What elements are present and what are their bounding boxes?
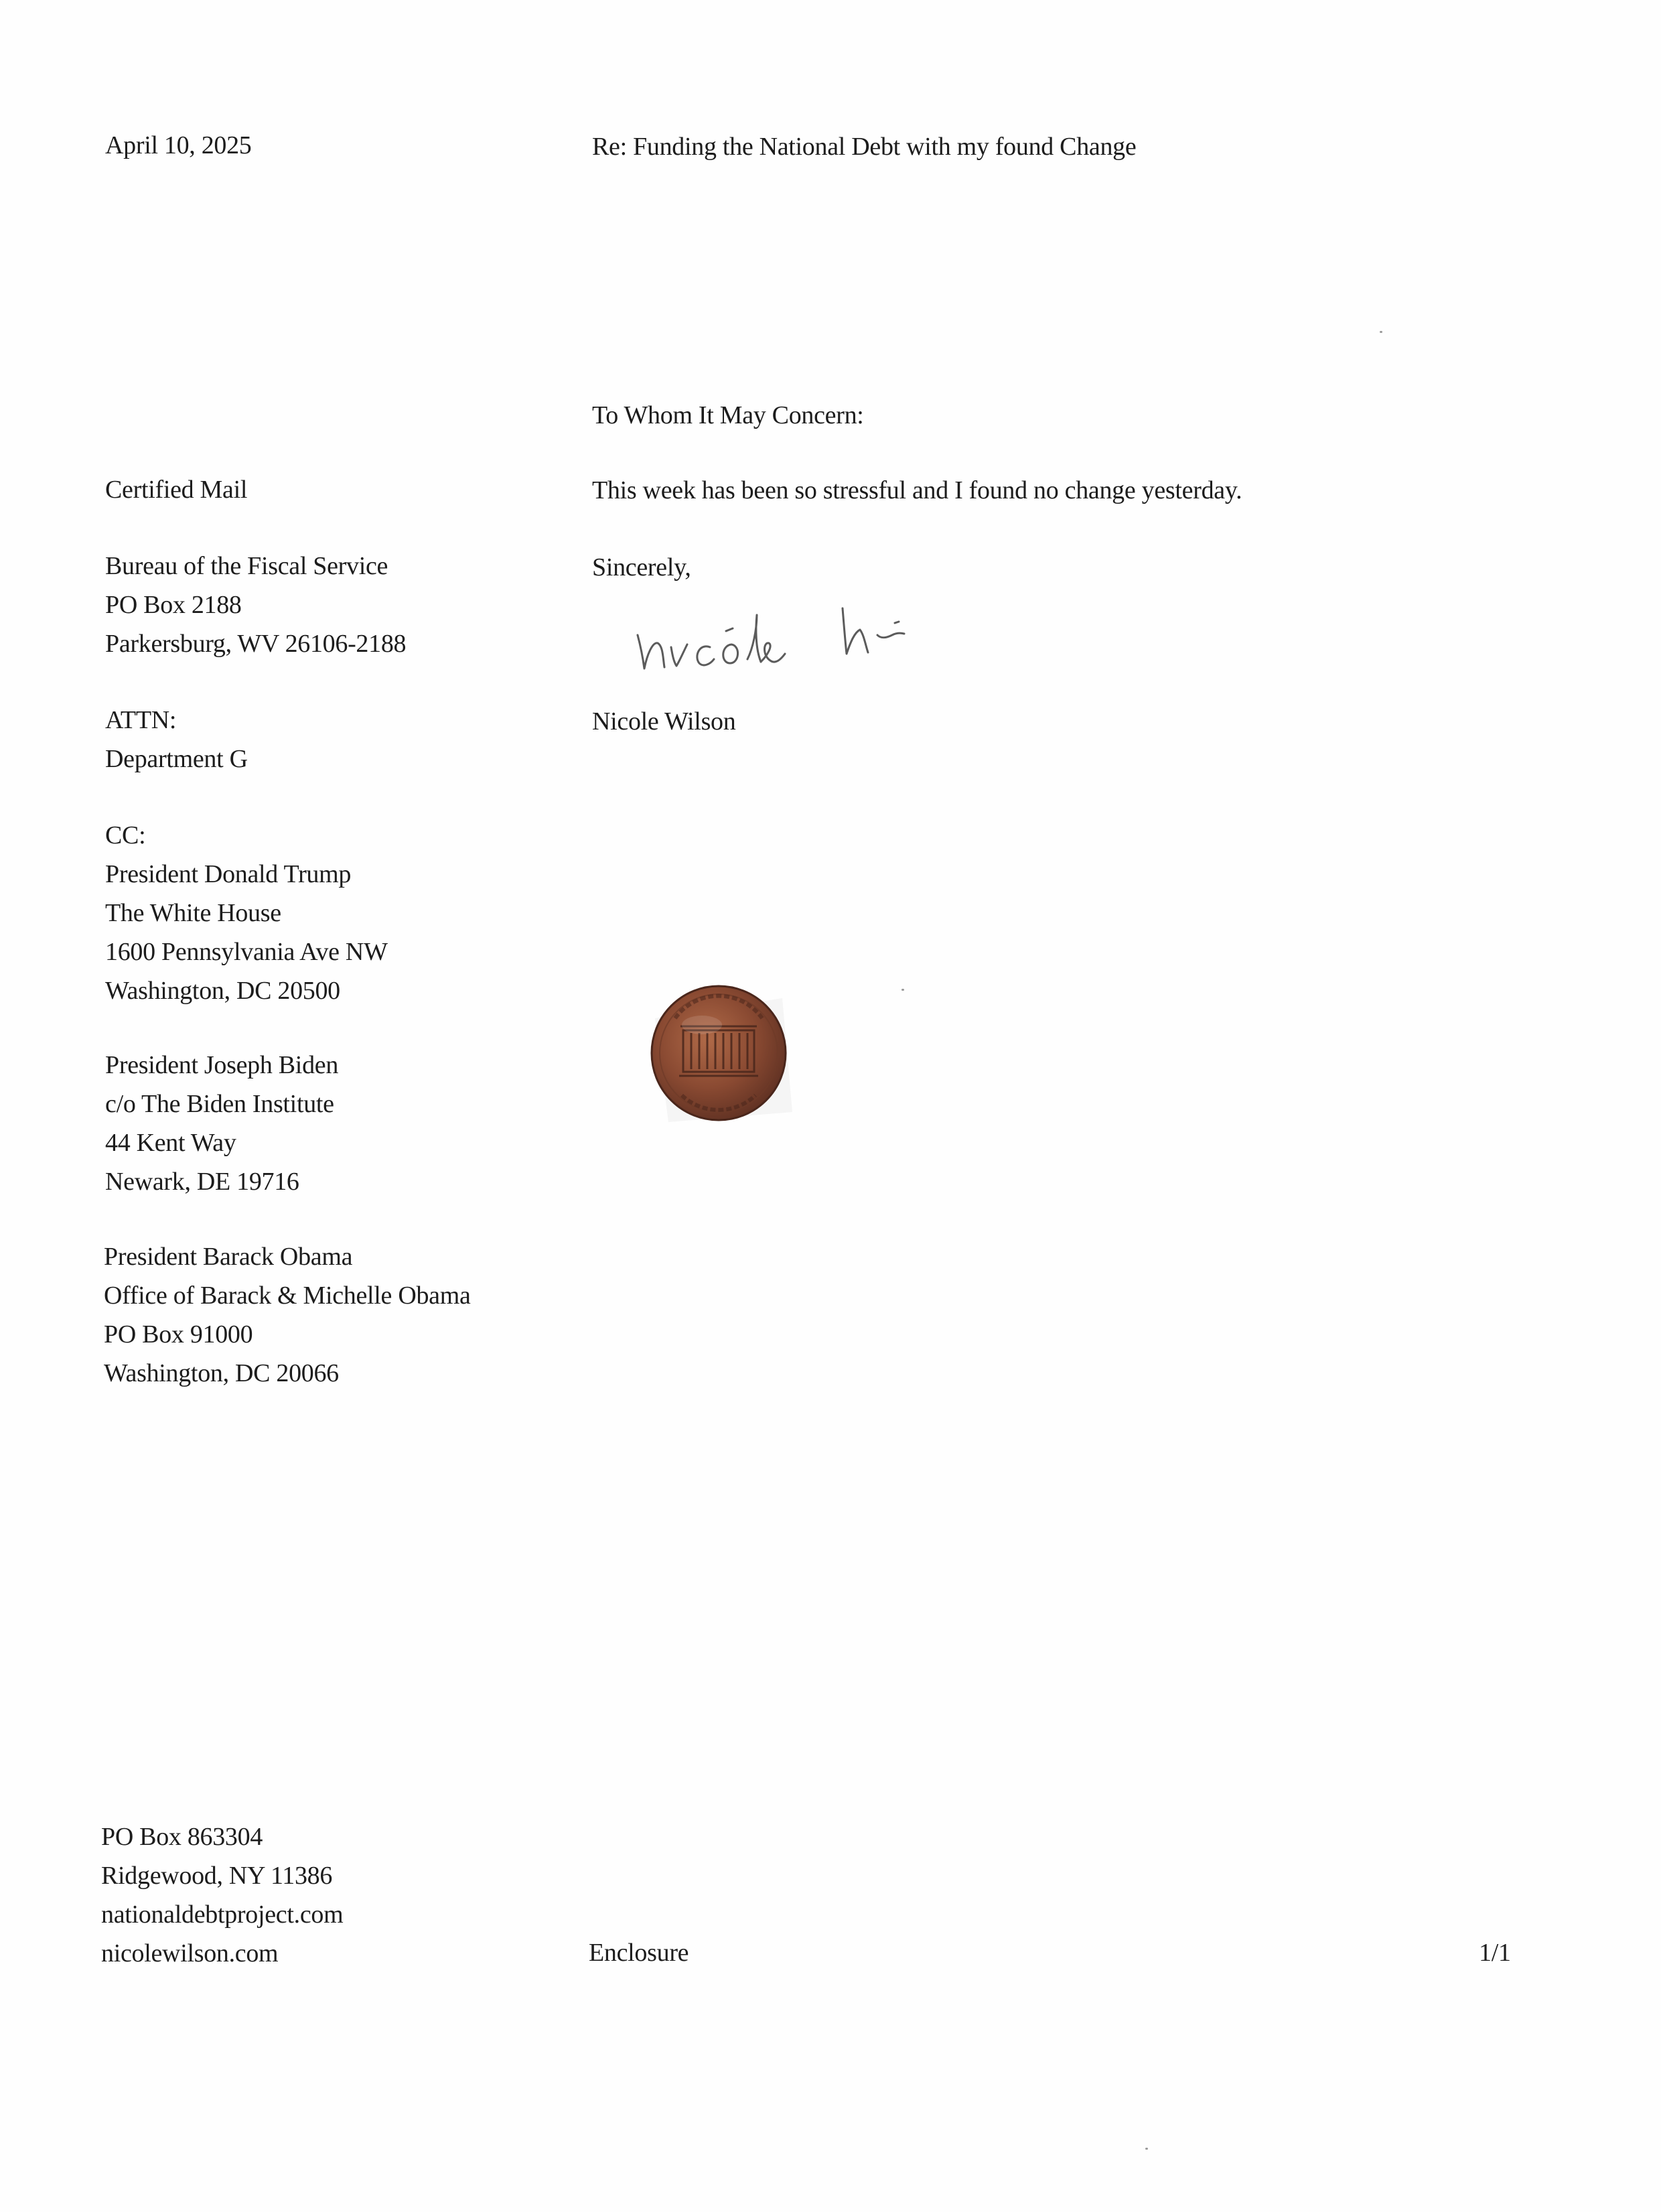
address-line: President Donald Trump	[105, 860, 352, 888]
body-paragraph: This week has been so stressful and I found no change yesterday.	[592, 476, 1242, 504]
address-line: c/o The Biden Institute	[105, 1090, 334, 1118]
page-number: 1/1	[1479, 1939, 1511, 1967]
address-line: PO Box 91000	[104, 1320, 253, 1349]
letter-date: April 10, 2025	[105, 131, 252, 159]
address-line: Bureau of the Fiscal Service	[105, 552, 388, 580]
salutation: To Whom It May Concern:	[592, 401, 864, 429]
closing: Sincerely,	[592, 553, 691, 581]
scan-speck	[1145, 2148, 1148, 2150]
signer-name: Nicole Wilson	[592, 707, 736, 736]
website-link: nicolewilson.com	[101, 1939, 279, 1967]
address-line: PO Box 2188	[105, 591, 242, 619]
cc-label: CC:	[105, 821, 146, 849]
address-line: The White House	[105, 899, 281, 927]
attention-block	[105, 701, 248, 778]
letter-subject: Re: Funding the National Debt with my found Change	[592, 133, 1137, 161]
cc-block-3	[104, 1237, 471, 1393]
address-line: 44 Kent Way	[105, 1129, 236, 1157]
website-link: nationaldebtproject.com	[101, 1900, 344, 1929]
penny-icon	[642, 978, 796, 1132]
scan-speck	[901, 989, 904, 991]
address-line: Newark, DE 19716	[105, 1168, 299, 1196]
address-line: Washington, DC 20066	[104, 1359, 339, 1387]
sender-address	[101, 1817, 343, 1973]
attention-department: Department G	[105, 745, 248, 773]
address-line: President Barack Obama	[104, 1243, 353, 1271]
address-line: Office of Barack & Michelle Obama	[104, 1282, 471, 1310]
scan-speck	[1380, 331, 1382, 333]
delivery-method: Certified Mail	[105, 476, 248, 504]
handwritten-signature	[630, 595, 944, 682]
address-line: Ridgewood, NY 11386	[101, 1862, 333, 1890]
address-line: Washington, DC 20500	[105, 977, 340, 1005]
address-line: Parkersburg, WV 26106-2188	[105, 630, 407, 658]
cc-block-1	[105, 816, 388, 1010]
primary-recipient-address	[105, 547, 406, 663]
enclosure-label: Enclosure	[589, 1939, 689, 1967]
attention-label: ATTN:	[105, 706, 177, 734]
address-line: PO Box 863304	[101, 1823, 263, 1851]
cc-block-2	[105, 1046, 338, 1201]
address-line: 1600 Pennsylvania Ave NW	[105, 938, 388, 966]
address-line: President Joseph Biden	[105, 1051, 339, 1079]
